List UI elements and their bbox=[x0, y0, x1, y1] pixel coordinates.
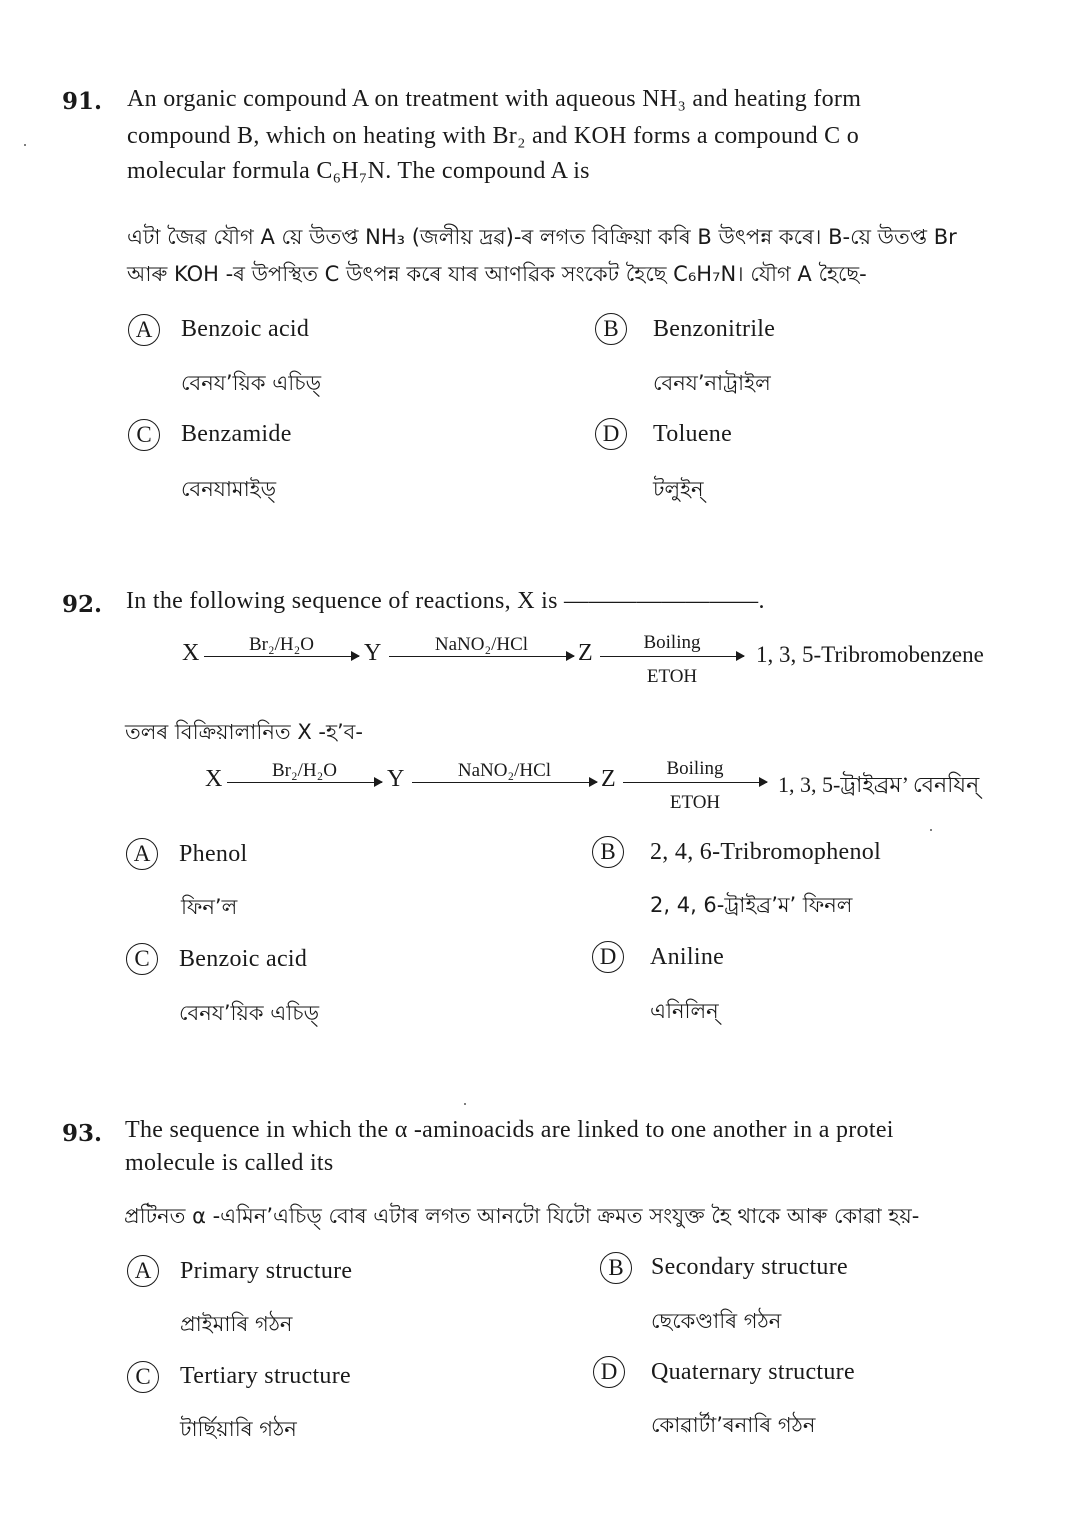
intermediate-z: Z bbox=[601, 766, 616, 792]
reagent-3-top: Boiling bbox=[666, 758, 724, 779]
reactant-x: X bbox=[205, 766, 223, 792]
option-d-radio[interactable]: D bbox=[592, 941, 624, 973]
option-c-label-assamese: বেনযামাইড্ bbox=[181, 477, 277, 501]
question-text: molecule is called its bbox=[125, 1150, 334, 1176]
question-text-assamese: আৰু KOH -ৰ উপস্থিত C উৎপন্ন কৰে যাৰ আণৱিক সংকেট হৈছে C₆H₇N। যৌগ A হৈছে- bbox=[127, 262, 867, 286]
question-text: An organic compound A on treatment with aqueous NH₃ and heating form bbox=[127, 86, 862, 112]
reagent-2: NaNO₂/HCl bbox=[434, 634, 529, 655]
option-a-label: Primary structure bbox=[180, 1258, 353, 1284]
intermediate-z: Z bbox=[578, 640, 593, 666]
option-a-label: Benzoic acid bbox=[181, 316, 310, 342]
reactant-x: X bbox=[182, 640, 200, 666]
reagent-1: Br₂/H₂O bbox=[249, 634, 314, 655]
question-text-assamese: তলৰ বিক্ৰিয়ালানিত X -হ’ব- bbox=[125, 720, 363, 744]
option-b-radio[interactable]: B bbox=[592, 836, 624, 868]
question-text: In the following sequence of reactions, X is ————————. bbox=[126, 588, 765, 614]
option-b-label-assamese: বেনয’নাট্ৰাইল bbox=[653, 371, 771, 395]
option-a-label-assamese: প্ৰাইমাৰি গঠন bbox=[180, 1312, 293, 1336]
option-c-label-assamese: টাৰ্ছিয়াৰি গঠন bbox=[180, 1417, 297, 1441]
option-b-radio[interactable]: B bbox=[600, 1252, 632, 1284]
arrow-icon bbox=[412, 782, 597, 783]
arrow-icon bbox=[227, 782, 382, 783]
reagent-2: NaNO₂/HCl bbox=[457, 760, 552, 781]
option-d-radio[interactable]: D bbox=[595, 418, 627, 450]
option-d-label: Toluene bbox=[653, 421, 733, 447]
option-b-radio[interactable]: B bbox=[595, 313, 627, 345]
reagent-3-top: Boiling bbox=[643, 632, 701, 653]
option-b-label: Secondary structure bbox=[651, 1254, 848, 1280]
option-c-label: Benzamide bbox=[181, 421, 292, 447]
question-number: 91. bbox=[62, 88, 103, 115]
question-number: 92. bbox=[62, 591, 103, 618]
intermediate-y: Y bbox=[387, 766, 405, 792]
option-a-label-assamese: ফিন’ল bbox=[181, 895, 238, 919]
intermediate-y: Y bbox=[364, 640, 382, 666]
option-d-label-assamese: এনিলিন্ bbox=[650, 999, 719, 1023]
product: 1, 3, 5-ট্ৰাইব্ৰম’ বেনযিন্ bbox=[778, 772, 980, 797]
option-c-label-assamese: বেনয’য়িক এচিড্ bbox=[179, 1001, 320, 1025]
scan-speck bbox=[930, 829, 932, 831]
question-text: The sequence in which the α -aminoacids are linked to one another in a protei bbox=[125, 1117, 894, 1143]
option-b-label: Benzonitrile bbox=[653, 316, 776, 342]
option-a-radio[interactable]: A bbox=[127, 1255, 159, 1287]
option-b-label-assamese: 2, 4, 6-ট্ৰাইব্ৰ’ম’ ফিনল bbox=[650, 893, 853, 917]
question-number: 93. bbox=[62, 1120, 103, 1147]
reagent-3-bottom: ETOH bbox=[669, 792, 721, 813]
reaction-scheme-assamese bbox=[205, 756, 1025, 816]
option-b-label-assamese: ছেকেণ্ডাৰি গঠন bbox=[651, 1309, 782, 1333]
option-a-label: Phenol bbox=[179, 841, 248, 867]
question-text-assamese: এটা জৈৱ যৌগ A য়ে উতপ্ত NH₃ (জলীয় দ্ৰৱ)-ৰ লগত বিক্ৰিয়া কৰি B উৎপন্ন কৰে। B-য়ে উতপ্ত Br bbox=[127, 225, 957, 249]
question-text: compound B, which on heating with Br₂ and KOH forms a compound C o bbox=[127, 123, 860, 149]
question-text-assamese: প্ৰটিনত α -এমিন’এচিড্ বোৰ এটাৰ লগত আনটো যিটো ক্ৰমত সংযুক্ত হৈ থাকে আৰু কোৱা হয়- bbox=[124, 1204, 920, 1228]
scan-speck bbox=[464, 1103, 466, 1105]
option-a-label-assamese: বেনয’য়িক এচিড্ bbox=[181, 371, 322, 395]
option-d-label-assamese: কোৱাৰ্টা’ৰনাৰি গঠন bbox=[651, 1413, 816, 1437]
option-a-radio[interactable]: A bbox=[126, 838, 158, 870]
question-text: molecular formula C₆H₇N. The compound A is bbox=[127, 158, 590, 184]
product: 1, 3, 5-Tribromobenzene bbox=[756, 642, 984, 667]
option-c-label: Benzoic acid bbox=[179, 946, 308, 972]
option-b-label: 2, 4, 6-Tribromophenol bbox=[650, 839, 882, 865]
option-d-label: Quaternary structure bbox=[651, 1359, 855, 1385]
option-d-label: Aniline bbox=[650, 944, 725, 970]
option-c-label: Tertiary structure bbox=[180, 1363, 351, 1389]
reaction-scheme bbox=[182, 630, 1022, 690]
reagent-1: Br₂/H₂O bbox=[272, 760, 337, 781]
arrow-icon bbox=[600, 656, 744, 657]
arrow-icon bbox=[204, 656, 359, 657]
reagent-3-bottom: ETOH bbox=[646, 666, 698, 687]
scan-speck bbox=[24, 144, 26, 146]
option-a-radio[interactable]: A bbox=[128, 314, 160, 346]
arrow-icon bbox=[623, 782, 767, 783]
option-c-radio[interactable]: C bbox=[128, 419, 160, 451]
option-d-radio[interactable]: D bbox=[593, 1356, 625, 1388]
option-d-label-assamese: টলুইন্ bbox=[653, 477, 704, 501]
arrow-icon bbox=[389, 656, 574, 657]
option-c-radio[interactable]: C bbox=[126, 943, 158, 975]
option-c-radio[interactable]: C bbox=[127, 1361, 159, 1393]
